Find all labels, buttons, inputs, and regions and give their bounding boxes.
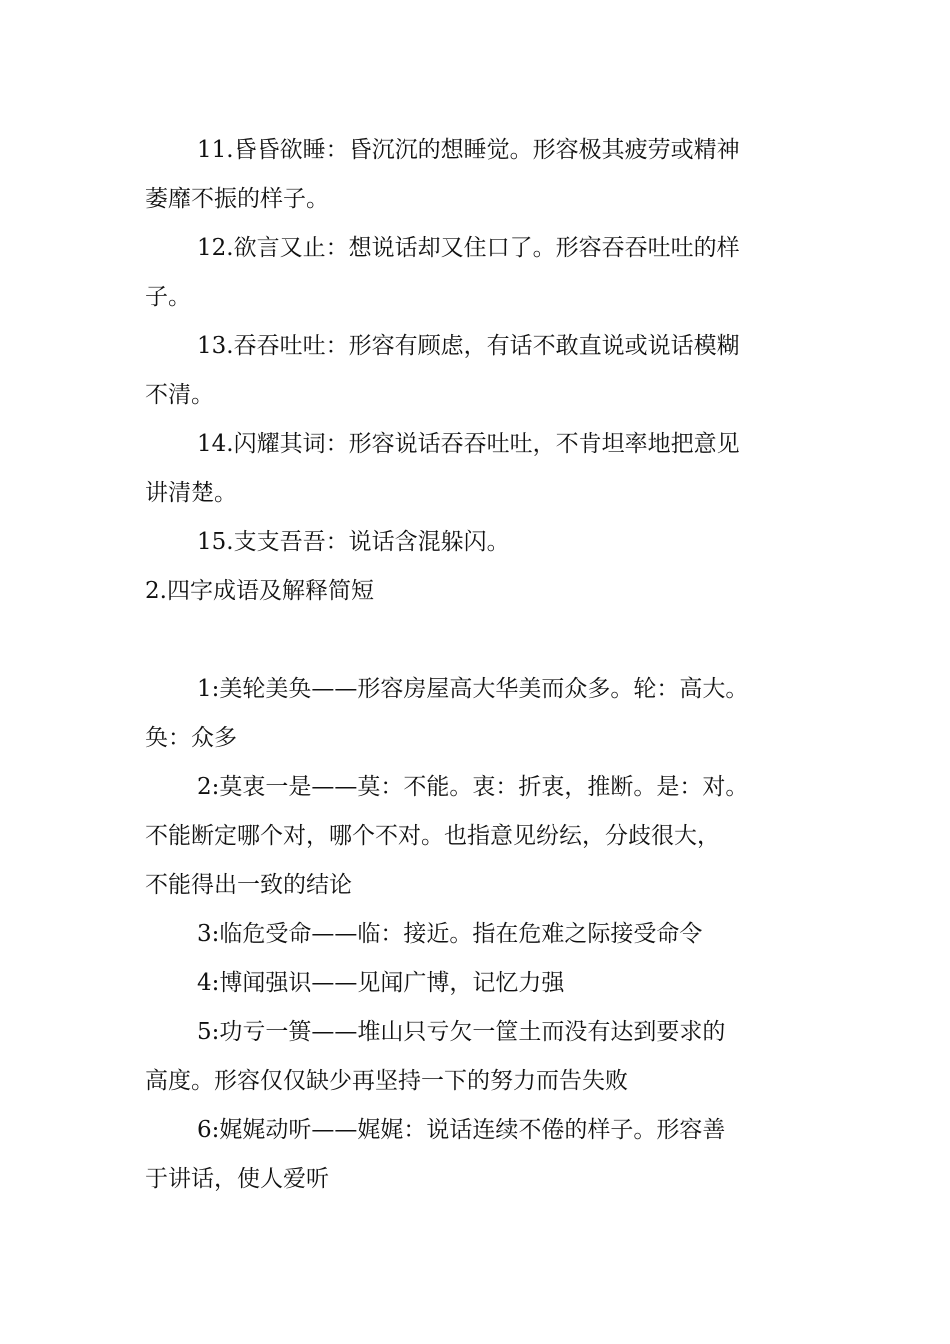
entry-line: 4:博闻强识——见闻广博，记忆力强 <box>197 970 565 996</box>
blank-line <box>145 616 810 665</box>
entry-line: 高度。形容仅仅缺少再坚持一下的努力而告失败 <box>145 1068 628 1094</box>
idiom-entry-1 <box>145 665 810 763</box>
entry-line: 5:功亏一篑——堆山只亏欠一筐土而没有达到要求的 <box>197 1019 726 1045</box>
entry-line: 2:莫衷一是——莫：不能。衷：折衷，推断。是：对。 <box>197 774 749 800</box>
idiom-entry-11 <box>145 126 810 224</box>
idiom-entry-4 <box>145 959 810 1008</box>
entry-line: 不能得出一致的结论 <box>145 872 352 898</box>
entry-line: 13.吞吞吐吐：形容有顾虑，有话不敢直说或说话模糊 <box>197 333 740 359</box>
entry-line: 1:美轮美奂——形容房屋高大华美而众多。轮：高大。 <box>197 676 749 702</box>
entry-line: 子。 <box>145 284 191 310</box>
idiom-entry-6 <box>145 1106 810 1204</box>
entry-line: 不能断定哪个对，哪个不对。也指意见纷纭，分歧很大， <box>145 823 720 849</box>
idiom-entry-3 <box>145 910 810 959</box>
entry-line: 6:娓娓动听——娓娓：说话连续不倦的样子。形容善 <box>197 1117 726 1143</box>
idiom-entry-13 <box>145 322 810 420</box>
entry-line: 15.支支吾吾：说话含混躲闪。 <box>197 529 510 555</box>
idiom-entry-5 <box>145 1008 810 1106</box>
idiom-entry-14 <box>145 420 810 518</box>
entry-line: 14.闪耀其词：形容说话吞吞吐吐，不肯坦率地把意见 <box>197 431 740 457</box>
entry-line: 于讲话，使人爱听 <box>145 1166 329 1192</box>
idiom-entry-2 <box>145 763 810 910</box>
entry-line: 奂：众多 <box>145 725 237 751</box>
document-body <box>145 126 810 1204</box>
idiom-entry-15 <box>145 518 810 567</box>
idiom-entry-12 <box>145 224 810 322</box>
entry-line: 不清。 <box>145 382 214 408</box>
entry-line: 讲清楚。 <box>145 480 237 506</box>
section-heading: 2.四字成语及解释简短 <box>145 578 374 604</box>
entry-line: 12.欲言又止：想说话却又住口了。形容吞吞吐吐的样 <box>197 235 740 261</box>
entry-line: 3:临危受命——临：接近。指在危难之际接受命令 <box>197 921 703 947</box>
entry-line: 11.昏昏欲睡：昏沉沉的想睡觉。形容极其疲劳或精神 <box>197 137 740 163</box>
entry-line: 萎靡不振的样子。 <box>145 186 329 212</box>
